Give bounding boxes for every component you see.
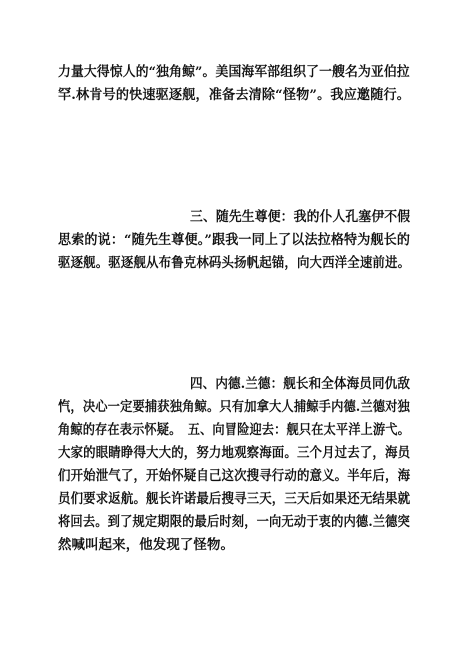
paragraph-3-line-1: 四、内德.兰德：舰长和全体海员同仇敌 — [190, 376, 411, 392]
paragraph-3-line-7: 将回去。到了规定期限的最后时刻，一向无动于衷的内德.兰德突 — [58, 514, 410, 530]
paragraph-3-line-6: 员们要求返航。舰长许诺最后搜寻三天，三天后如果还无结果就 — [58, 491, 411, 507]
paragraph-3-line-8: 然喊叫起来，他发现了怪物。 — [58, 537, 235, 553]
paragraph-2-line-2: 思索的说：“随先生尊便。”跟我一同上了以法拉格特为舰长的 — [58, 232, 411, 248]
paragraph-3-line-3: 角鲸的存在表示怀疑。 五、向冒险迎去：舰只在太平洋上游弋。 — [58, 422, 410, 438]
paragraph-3-line-4: 大家的眼睛睁得大大的，努力地观察海面。三个月过去了，海员 — [58, 445, 411, 461]
paragraph-3-line-5: 们开始泄气了，开始怀疑自己这次搜寻行动的意义。半年后，海 — [58, 468, 411, 484]
paragraph-1-line-2: 罕.林肯号的快速驱逐舰，准备去清除“怪物”。我应邀随行。 — [58, 87, 411, 103]
paragraph-2-line-1: 三、随先生尊便：我的仆人孔塞伊不假 — [190, 209, 411, 225]
paragraph-3-line-2: 忾，决心一定要捕获独角鲸。只有加拿大人捕鲸手内德.兰德对独 — [58, 399, 410, 415]
paragraph-2-line-3: 驱逐舰。驱逐舰从布鲁克林码头扬帆起锚，向大西洋全速前进。 — [58, 255, 411, 271]
paragraph-1-line-1: 力量大得惊人的“独角鲸”。美国海军部组织了一艘名为亚伯拉 — [58, 64, 410, 80]
